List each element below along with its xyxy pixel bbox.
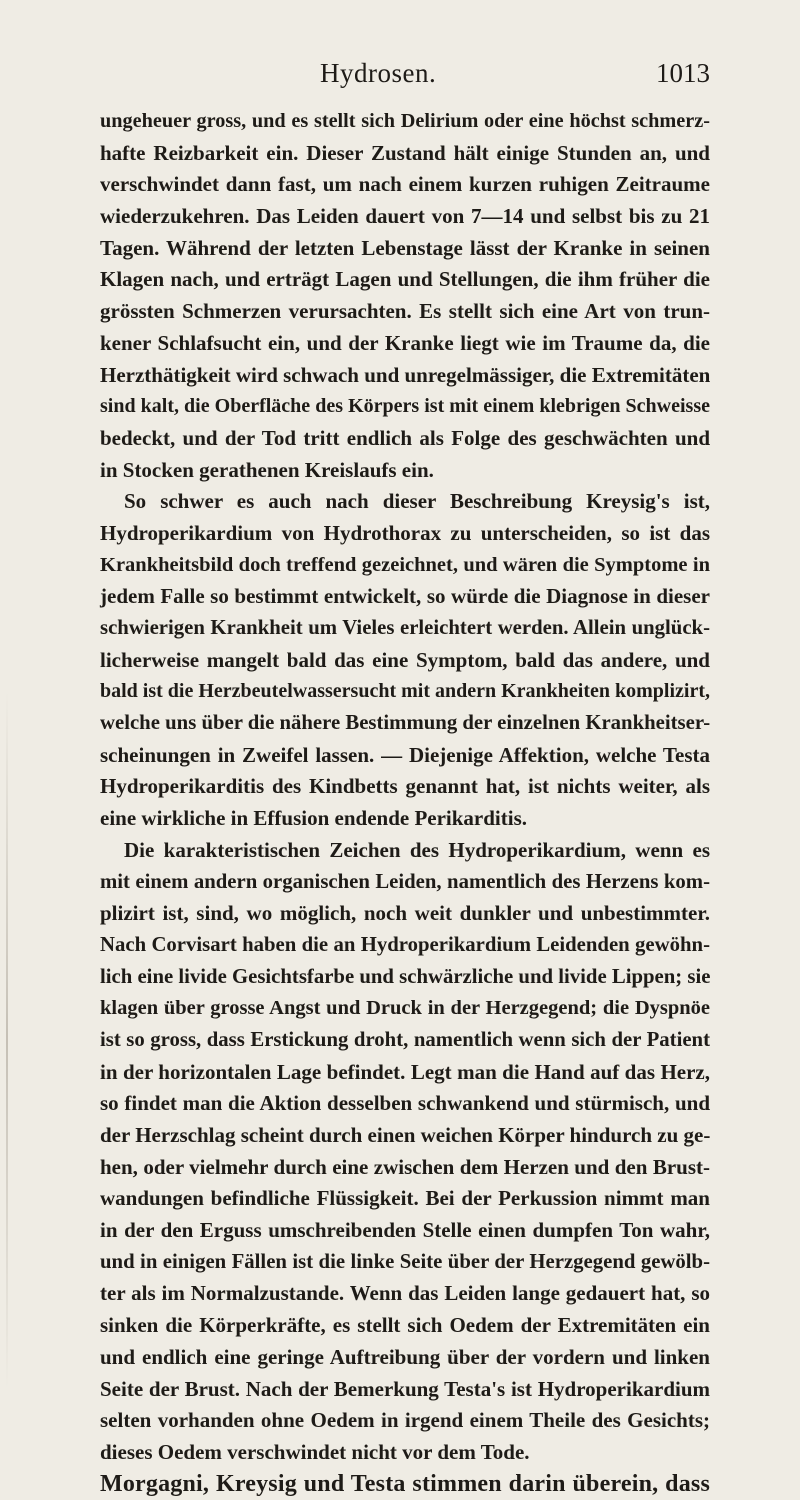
text-line: eine wirkliche in Effusion endende Perikarditis. [100, 806, 528, 831]
page-edge-shadow [6, 690, 8, 1390]
text-line: der Herzschlag scheint durch einen weichen Körper hindurch zu ge- [100, 1123, 711, 1147]
text-line: in der den Erguss umschreibenden Stelle einen dumpfen Ton wahr, [100, 1218, 710, 1243]
text-line: so findet man die Aktion desselben schwankend und stürmisch, und [100, 1091, 710, 1116]
text-line: dieses Oedem verschwindet nicht vor dem Tode. [100, 1439, 530, 1464]
text-line: bedeckt, und der Tod tritt endlich als Folge des geschwächten und [100, 425, 710, 450]
text-line: mit einem andern organischen Leiden, namentlich des Herzens kom- [100, 870, 710, 893]
text-line: in Stocken gerathenen Kreislaufs ein. [100, 457, 434, 482]
text-line: grössten Schmerzen verursachten. Es stellt sich eine Art von trun- [100, 299, 710, 324]
text-line: ter als im Normalzustande. Wenn das Leiden lange gedauert hat, so [100, 1281, 710, 1306]
text-line: wiederzukehren. Das Leiden dauert von 7—14 und selbst bis zu 21 [100, 204, 710, 229]
text-line: und in einigen Fällen ist die linke Seite über der Herzgegend gewölb- [100, 1250, 710, 1273]
body-text [100, 106, 710, 1500]
text-line: in der horizontalen Lage befindet. Legt man die Hand auf das Herz, [100, 1059, 710, 1084]
text-line: Tagen. Während der letzten Lebenstage lässt der Kranke in seinen [100, 235, 710, 260]
text-line: Herzthätigkeit wird schwach und unregelmässiger, die Extremitäten [100, 362, 711, 387]
text-line: Klagen nach, und erträgt Lagen und Stellungen, die ihm früher die [100, 267, 710, 292]
text-line: scheinungen in Zweifel lassen. — Diejenige Affektion, welche Testa [100, 742, 710, 767]
text-line: selten vorhanden ohne Oedem in irgend einem Theile des Gesichts; [100, 1408, 710, 1433]
running-title: Hydrosen. [320, 58, 437, 88]
text-line: sinken die Körperkräfte, es stellt sich Oedem der Extremitäten ein [100, 1313, 710, 1338]
text-line: bald ist die Herzbeutelwassersucht mit andern Krankheiten komplizirt, [100, 680, 710, 703]
text-line: Hydroperikarditis des Kindbetts genannt hat, ist nichts weiter, als [100, 774, 710, 799]
text-line: lich eine livide Gesichtsfarbe und schwärzliche und livide Lippen; sie [100, 965, 711, 988]
text-line: welche uns über die nähere Bestimmung der einzelnen Krankheitser- [100, 712, 711, 735]
text-line: jedem Falle so bestimmt entwickelt, so würde die Diagnose in dieser [100, 584, 710, 609]
text-line: hafte Reizbarkeit ein. Dieser Zustand hält einige Stunden an, und [100, 140, 710, 165]
text-line: ist so gross, dass Erstickung droht, namentlich wenn sich der Patient [100, 1028, 710, 1051]
text-line: ungeheuer gross, und es stellt sich Delirium oder eine höchst schmerz- [100, 110, 710, 132]
text-line: klagen über grosse Angst und Druck in der Herzgegend; die Dyspnöe [100, 997, 710, 1020]
running-header [100, 58, 710, 98]
text-line: Seite der Brust. Nach der Bemerkung Testa's ist Hydroperikardium [100, 1376, 710, 1401]
text-line: verschwindet dann fast, um nach einem kurzen ruhigen Zeitraume [100, 172, 710, 197]
text-line: kener Schlafsucht ein, und der Kranke liegt wie im Traume da, die [100, 330, 710, 355]
text-line: licherweise mangelt bald das eine Symptom, bald das andere, und [100, 647, 710, 672]
page-number: 1013 [656, 58, 710, 88]
text-line: Die karakteristischen Zeichen des Hydroperikardium, wenn es [124, 837, 710, 862]
text-line: Nach Corvisart haben die an Hydroperikardium Leidenden gewöhn- [100, 933, 710, 956]
text-line: So schwer es auch nach dieser Beschreibung Kreysig's ist, [124, 489, 710, 514]
text-line: plizirt ist, sind, wo möglich, noch weit dunkler und unbestimmter. [100, 901, 710, 926]
text-line: wandungen befindliche Flüssigkeit. Bei der Perkussion nimmt man [100, 1186, 710, 1211]
text-line: Morgagni, Kreysig und Testa stimmen darin überein, dass [100, 1470, 710, 1497]
text-line: Krankheitsbild doch treffend gezeichnet, und wären die Symptome in [100, 553, 710, 576]
text-line: Hydroperikardium von Hydrothorax zu unterscheiden, so ist das [100, 520, 710, 545]
text-line: und endlich eine geringe Auftreibung über der vordern und linken [100, 1344, 710, 1369]
text-line: hen, oder vielmehr durch eine zwischen dem Herzen und den Brust- [100, 1154, 710, 1179]
text-line: sind kalt, die Oberfläche des Körpers ist mit einem klebrigen Schweisse [100, 395, 710, 418]
text-line: schwierigen Krankheit um Vieles erleichtert werden. Allein unglück- [100, 617, 710, 639]
